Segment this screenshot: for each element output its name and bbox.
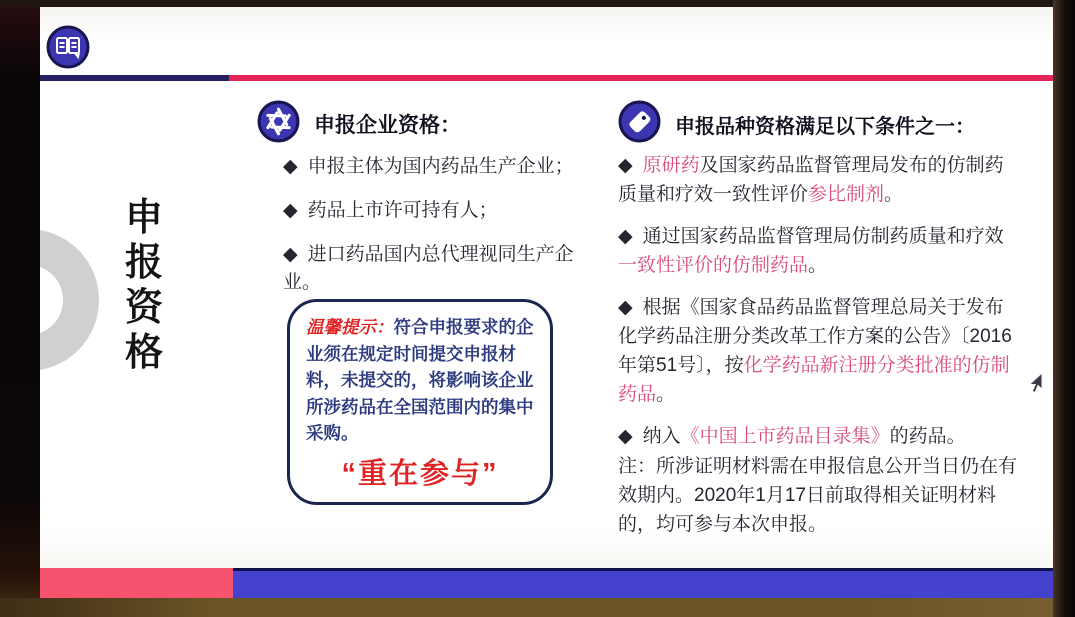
left-section-header (256, 99, 461, 149)
page-title: 申报资格 (124, 197, 165, 374)
left-bullet-list (283, 153, 603, 297)
slide (40, 7, 1053, 598)
diamond-bullet-icon: ◆ (618, 426, 633, 447)
highlight-text: 一致性评价的仿制药品 (618, 255, 809, 276)
aperture-icon (256, 99, 301, 149)
diamond-bullet-icon: ◆ (618, 155, 633, 176)
photo-edge-bottom (0, 598, 1075, 617)
tip-label: 温馨提示： (306, 317, 394, 337)
list-item (618, 293, 1018, 409)
divider-navy-segment (40, 75, 229, 81)
right-section-header (617, 99, 975, 149)
diamond-bullet-icon: ◆ (283, 244, 298, 265)
book-icon (45, 24, 91, 75)
diamond-bullet-icon: ◆ (618, 297, 633, 318)
divider-red-segment (229, 75, 1053, 81)
list-item (283, 197, 603, 225)
highlight-text: 原研药 (642, 155, 700, 176)
left-bullet-text: 进口药品国内总代理视同生产企业。 (283, 244, 574, 293)
diamond-bullet-icon: ◆ (283, 156, 298, 177)
tip-callout-box (287, 299, 553, 505)
photo-edge-right (1053, 0, 1075, 617)
mouse-cursor (1026, 372, 1048, 401)
list-item (618, 422, 1018, 451)
footnote: 注：所涉证明材料需在申报信息公开当日仍在有效期内。2020年1月17日前取得相关证明材料的，均可参与本次申报。 (618, 456, 1018, 535)
bullet-text: 及国家药品监督管理局发布的仿制药质量和疗效一致性评价 (618, 155, 1004, 205)
left-bullet-text: 申报主体为国内药品生产企业； (307, 156, 574, 177)
right-section-title: 申报品种资格满足以下条件之一： (675, 115, 975, 138)
diamond-bullet-icon: ◆ (283, 200, 298, 221)
list-item (283, 241, 603, 297)
bullet-text: 的药品。 (889, 426, 966, 447)
highlight-text: 参比制剂 (808, 184, 885, 205)
list-item (283, 153, 603, 181)
highlight-text: 《中国上市药品目录集》 (680, 426, 890, 447)
bullet-text: 根据《国家食品药品监督管理总局关于发布化学药品注册分类改革工作方案的公告》〔2016年第51号〕，按 (618, 297, 1012, 376)
header-divider (40, 75, 1053, 81)
right-bullet-list (618, 151, 1018, 451)
tip-body: 符合申报要求的企业须在规定时间提交申报材料，未提交的，将影响该企业所涉药品在全国范围内的集中采购。 (306, 317, 534, 443)
photo-edge-left (0, 0, 40, 617)
diamond-bullet-icon: ◆ (618, 226, 633, 247)
bullet-text: 。 (884, 184, 904, 205)
left-section-title: 申报企业资格： (314, 114, 461, 137)
bullet-text: 。 (656, 384, 676, 405)
list-item (618, 151, 1018, 209)
bullet-text: 。 (808, 255, 828, 276)
bullet-text: 纳入 (642, 426, 681, 447)
bullet-text: 通过国家药品监督管理局仿制药质量和疗效 (642, 226, 1004, 247)
tip-text (306, 314, 534, 447)
list-item (618, 222, 1018, 280)
left-bullet-text: 药品上市许可持有人； (307, 200, 498, 221)
highlight-text: 化学药品新注册分类批准的仿制药品 (618, 355, 1010, 405)
tag-icon (617, 99, 662, 149)
tip-slogan: “重在参与” (341, 457, 499, 490)
footer-blue-segment (233, 568, 1053, 598)
photo-edge-top (0, 0, 1075, 7)
footer-pink-segment (40, 568, 233, 598)
footer-bar (40, 568, 1053, 598)
